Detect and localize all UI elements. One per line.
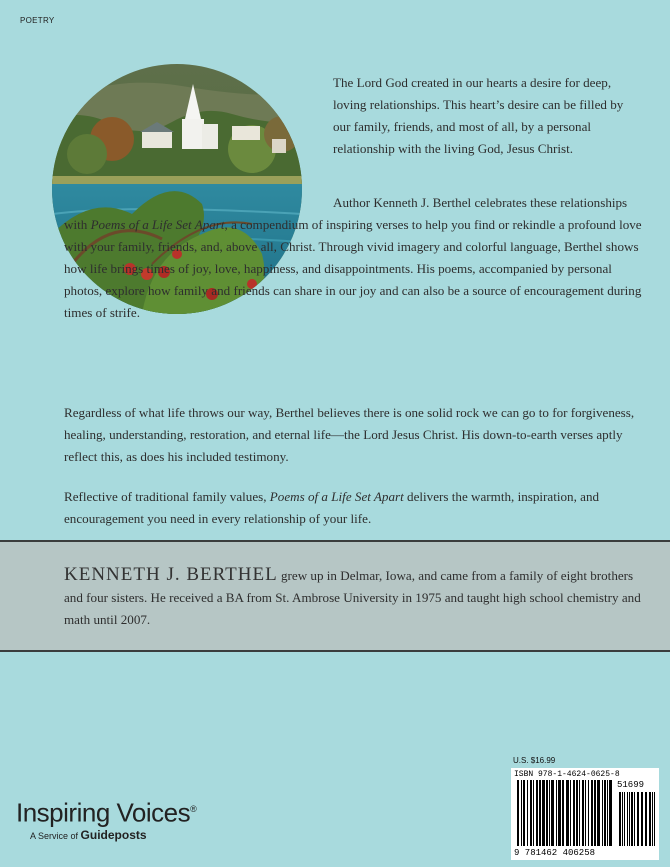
paragraph-4-text-a: Reflective of traditional family values, <box>64 489 270 504</box>
isbn-barcode <box>511 768 659 860</box>
paragraph-2-text-b: , a compendium of inspiring verses to help you find or rekindle a profound love with your family, friends, and, above all, Christ. Through vivid imagery and colorful language, Berthel shows how life brings times of joy, love, happiness, and disappointments. His poems, accompanied by personal photos, explore how family and friends can share in our joy and can also be a source of encouragement during times of strife. <box>64 217 642 320</box>
barcode-addon: 51699 <box>617 780 645 790</box>
book-title: Poems of a Life Set Apart <box>90 217 225 232</box>
publisher-logo <box>16 796 196 842</box>
publisher-logo-text: Inspiring Voices® <box>16 797 197 828</box>
description-paragraph-2 <box>64 192 644 324</box>
description-paragraph-3: Regardless of what life throws our way, Berthel believes there is one solid rock we can go to for forgiveness, healing, understanding, restoration, and eternal life—the Lord Jesus Christ. His down-to-earth verses aptly reflect this, as does his included testimony. <box>64 405 635 464</box>
book-title: Poems of a Life Set Apart <box>269 489 404 504</box>
paragraph-2-text-a: Author Kenneth J. Berthel celebrates these relationships with <box>64 195 628 232</box>
genre-label: POETRY <box>20 16 55 25</box>
description-paragraph-4 <box>64 486 646 530</box>
parent-publisher: Guideposts <box>80 827 147 842</box>
paragraph-4-text-b: delivers the warmth, inspiration, and encouragement you need in every relationship of your life. <box>64 489 600 526</box>
barcode-ean: 9 781462 406258 <box>514 848 596 858</box>
author-bio-text: grew up in Delmar, Iowa, and came from a family of eight brothers and four sisters. He received a BA from St. Ambrose University in 1975 and taught high school chemistry and math until 2007. <box>64 568 641 627</box>
author-name: KENNETH J. BERTHEL <box>64 564 278 585</box>
isbn-label: ISBN 978-1-4624-0625-8 <box>514 770 620 779</box>
registered-mark: ® <box>190 804 197 814</box>
author-bio <box>64 564 654 631</box>
description-paragraph-1: The Lord God created in our hearts a desire for deep, loving relationships. This heart’s desire can be filled by our family, friends, and most of all, by a personal relationship with the living God, Jesus Christ. <box>333 75 624 156</box>
price-label: U.S. $16.99 <box>513 756 556 765</box>
author-bio-band <box>0 540 670 652</box>
publisher-tagline: A Service of Guideposts <box>30 827 147 842</box>
